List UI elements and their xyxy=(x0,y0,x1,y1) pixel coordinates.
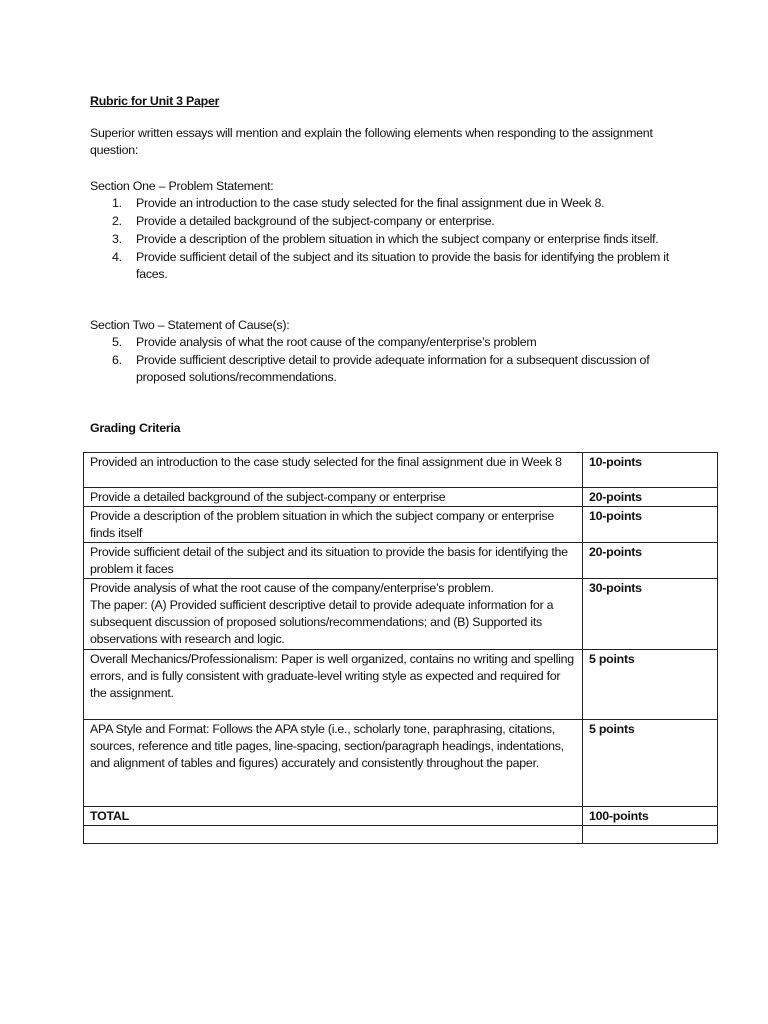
list-item-number: 4. xyxy=(112,250,122,264)
list-item xyxy=(112,249,682,283)
grading-criteria-heading: Grading Criteria xyxy=(90,421,181,435)
criterion-extra-text: The paper: (A) Provided sufficient descriptive detail to provide adequate information for a subsequent discussion of proposed solutions/recommendations; and (B) Supported its observations with research and logic. xyxy=(90,598,554,646)
empty-cell xyxy=(84,826,583,844)
points-cell: 5 points xyxy=(583,720,718,807)
empty-row xyxy=(84,826,718,844)
list-item-number: 2. xyxy=(112,214,122,228)
empty-cell xyxy=(583,826,718,844)
section-one-heading: Section One – Problem Statement: xyxy=(90,179,274,193)
list-item-number: 3. xyxy=(112,232,122,246)
list-item xyxy=(112,195,682,212)
list-item-number: 6. xyxy=(112,353,122,367)
document-title: Rubric for Unit 3 Paper xyxy=(90,94,220,108)
criterion-cell: APA Style and Format: Follows the APA style (i.e., scholarly tone, paraphrasing, citations, sources, reference and title pages, line-spacing, section/paragraph headings, indentations, and alignment of tables and figures) accurately and consistently throughout the paper. xyxy=(84,720,583,807)
table-row xyxy=(84,650,718,720)
table-row xyxy=(84,488,718,507)
criterion-cell xyxy=(84,579,583,650)
list-item xyxy=(112,334,682,351)
criterion-cell: Provide a description of the problem situation in which the subject company or enterprise finds itself xyxy=(84,507,583,543)
list-item xyxy=(112,231,682,248)
list-item-text: Provide an introduction to the case study selected for the final assignment due in Week 8. xyxy=(136,196,605,210)
section-one-list xyxy=(112,195,682,284)
points-cell: 30-points xyxy=(583,579,718,650)
section-two-heading: Section Two – Statement of Cause(s): xyxy=(90,318,290,332)
intro-paragraph: Superior written essays will mention and explain the following elements when responding to the assignment question: xyxy=(90,126,653,157)
list-item-text: Provide a description of the problem situation in which the subject company or enterprise finds itself. xyxy=(136,232,659,246)
table-row xyxy=(84,507,718,543)
total-points-cell: 100-points xyxy=(583,807,718,826)
table-row xyxy=(84,543,718,579)
criterion-cell: Provide a detailed background of the subject-company or enterprise xyxy=(84,488,583,507)
table-row xyxy=(84,720,718,807)
section-two-list xyxy=(112,334,682,387)
list-item xyxy=(112,213,682,230)
table-row xyxy=(84,453,718,488)
grading-criteria-table xyxy=(83,452,718,844)
criterion-cell: Overall Mechanics/Professionalism: Paper is well organized, contains no writing and spelling errors, and is fully consistent with graduate-level writing style as expected and required for the assignment. xyxy=(84,650,583,720)
list-item-text: Provide a detailed background of the subject-company or enterprise. xyxy=(136,214,495,228)
points-cell: 10-points xyxy=(583,453,718,488)
list-item-text: Provide sufficient descriptive detail to provide adequate information for a subsequent discussion of proposed solutions/recommendations. xyxy=(136,353,650,384)
list-item xyxy=(112,352,682,386)
table-row xyxy=(84,579,718,650)
list-item-text: Provide analysis of what the root cause of the company/enterprise’s problem xyxy=(136,335,537,349)
criterion-text: Provide analysis of what the root cause of the company/enterprise’s problem. xyxy=(90,581,494,595)
total-label-cell: TOTAL xyxy=(84,807,583,826)
criterion-cell: Provide sufficient detail of the subject and its situation to provide the basis for identifying the problem it faces xyxy=(84,543,583,579)
points-cell: 20-points xyxy=(583,543,718,579)
list-item-number: 5. xyxy=(112,335,122,349)
list-item-text: Provide sufficient detail of the subject and its situation to provide the basis for identifying the problem it faces. xyxy=(136,250,669,281)
points-cell: 10-points xyxy=(583,507,718,543)
total-row xyxy=(84,807,718,826)
criterion-cell: Provided an introduction to the case study selected for the final assignment due in Week 8 xyxy=(84,453,583,488)
list-item-number: 1. xyxy=(112,196,122,210)
points-cell: 5 points xyxy=(583,650,718,720)
points-cell: 20-points xyxy=(583,488,718,507)
